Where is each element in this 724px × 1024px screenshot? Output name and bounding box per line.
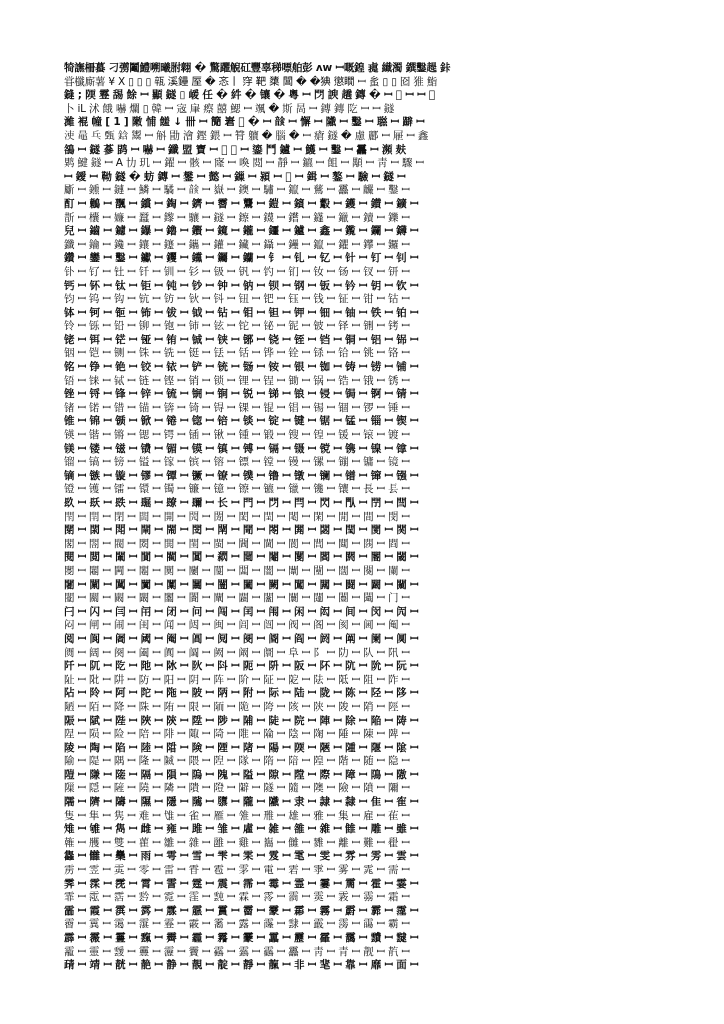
text-line: 閱 ꟷ 閲 ꟷ 閳 ꟷ 閴 ꟷ 閵 ꟷ 閶 ꟷ 閷 ꟷ 閸 ꟷ 閹 ꟷ 閺 ꟷ 閻 ꟷ 閼 ꟷ 閽 ꟷ 閾 ꟷ (64, 551, 419, 564)
text-line: 铟 ꟷ 铠 ꟷ 铡 ꟷ 铢 ꟷ 铣 ꟷ 铤 ꟷ 铥 ꟷ 铦 ꟷ 铧 ꟷ 铨 ꟷ 铩 ꟷ 铪 ꟷ 铫 ꟷ 铬 ꟷ (64, 347, 410, 360)
text-line: 霏 ꟷ 霐 ꟷ 霑 ꟷ 霒 ꟷ 霓 ꟷ 霔 ꟷ 霕 ꟷ 霖 ꟷ 霗 ꟷ 霘 ꟷ 霙 ꟷ 霚 ꟷ 霛 ꟷ 霜 ꟷ (64, 891, 410, 904)
text-line: 阓 ꟷ 阔 ꟷ 阕 ꟷ 阖 ꟷ 阗 ꟷ 阘 ꟷ 阙 ꟷ 阚 ꟷ 阛 ꟷ 阜 ꟷ 阝 ꟷ 阞 ꟷ 队 ꟷ 阠 ꟷ (64, 646, 410, 659)
text-line: 隟 ꟷ 隠 ꟷ 隡 ꟷ 隢 ꟷ 隣 ꟷ 隤 ꟷ 隥 ꟷ 隦 ꟷ 隧 ꟷ 隨 ꟷ 隩 ꟷ 險 ꟷ 隫 ꟷ 隬 ꟷ (64, 782, 410, 795)
text-line: 䴗 鰎 鐩 ꟷ A 㔹 玑 ꟷ 鑃 ꟷ 骸 ꟷ 㝫 ꟷ 喚 閲 ꟷ 靜 ꟷ 鑣 ꟷ 飷 ꟷ 顒 ꟷ 靑 ꟷ 驟 ꟷ (64, 157, 424, 170)
text-line: 閇 ꟷ 閈 ꟷ 閉 ꟷ 閊 ꟷ 開 ꟷ 閌 ꟷ 閍 ꟷ 閎 ꟷ 閏 ꟷ 閐 ꟷ 閑 ꟷ 閒 ꟷ 間 ꟷ 閔 ꟷ (64, 510, 410, 523)
text-line: 霁 ꟷ 霂 ꟷ 霃 ꟷ 霄 ꟷ 霅 ꟷ 霆 ꟷ 震 ꟷ 霈 ꟷ 霉 ꟷ 霊 ꟷ 霋 ꟷ 霌 ꟷ 霍 ꟷ 霎 ꟷ (64, 877, 419, 890)
text-line: 铻 ꟷ 铼 ꟷ 铽 ꟷ 链 ꟷ 铿 ꟷ 销 ꟷ 锁 ꟷ 锂 ꟷ 锃 ꟷ 锄 ꟷ 锅 ꟷ 锆 ꟷ 锇 ꟷ 锈 ꟷ (64, 374, 410, 387)
text-line: 铃 ꟷ 铄 ꟷ 铅 ꟷ 铆 ꟷ 铇 ꟷ 铈 ꟷ 铉 ꟷ 铊 ꟷ 铋 ꟷ 铌 ꟷ 铍 ꟷ 铎 ꟷ 铏 ꟷ 铐 ꟷ (64, 320, 410, 333)
text-line: 濰 裩 幢 [ 1 ] 敶 悑 饈 ↓ 卌 ꟷ 𥳑 㟒 𤾖 � ꟷ 𩐰 ꟷ 懈 ꟷ 隵 ꟷ 鑿 ꟷ 聮 ꟷ 躃 ꟷ (64, 116, 425, 129)
text-line: 鏠 ; 陾 霯 舓 餘 ꟷ 顯 鐩 ▯ 嵈 任 � 䋅 � 镶 � 粵 ꟷ 閁 諛 趫 鏄 � ꟷ 𤾖 ꟷ ꟷ 𤾖 (64, 89, 436, 102)
text-line: 隑 ꟷ 隒 ꟷ 隓 ꟷ 隔 ꟷ 隕 ꟷ 隖 ꟷ 隗 ꟷ 隘 ꟷ 隙 ꟷ 隚 ꟷ 際 ꟷ 障 ꟷ 隝 ꟷ 隞 ꟷ (64, 768, 419, 781)
text-line: 钧 ꟷ 钨 ꟷ 钩 ꟷ 钪 ꟷ 钫 ꟷ 钬 ꟷ 钭 ꟷ 钮 ꟷ 钯 ꟷ 钰 ꟷ 钱 ꟷ 钲 ꟷ 钳 ꟷ 钴 ꟷ (64, 293, 410, 306)
text-line: 閣 ꟷ 閤 ꟷ 閥 ꟷ 閦 ꟷ 閧 ꟷ 閨 ꟷ 閩 ꟷ 閪 ꟷ 閫 ꟷ 閬 ꟷ 閭 ꟷ 閮 ꟷ 閯 ꟷ 閰 ꟷ (64, 537, 410, 550)
text-line: 鵅 ꟷ 鐩 蔘 鹍 ꟷ 嚇 ꟷ 鑯 盟 寶 ꟷ 𤾖 鐩 ꟷ 鎏 鬥 鑪 ꟷ 鱯 ꟷ 鑿 ꟷ 靐 ꟷ 瀕 麸 (64, 143, 406, 156)
text-line: 镝 ꟷ 镞 ꟷ 镟 ꟷ 镠 ꟷ 镡 ꟷ 镢 ꟷ 镣 ꟷ 镤 ꟷ 镥 ꟷ 镦 ꟷ 镧 ꟷ 镨 ꟷ 镩 ꟷ 镪 ꟷ (64, 469, 419, 482)
text-line: 阅 ꟷ 阆 ꟷ 阇 ꟷ 阈 ꟷ 阉 ꟷ 阊 ꟷ 阋 ꟷ 阌 ꟷ 阍 ꟷ 阎 ꟷ 阏 ꟷ 阐 ꟷ 阑 ꟷ 阒 ꟷ (64, 632, 419, 645)
text-line: 雥 ꟷ 雦 ꟷ 雧 ꟷ 雨 ꟷ 雩 ꟷ 雪 ꟷ 雫 ꟷ 雬 ꟷ 雭 ꟷ 雮 ꟷ 雯 ꟷ 雰 ꟷ 雱 ꟷ 雲 ꟷ (64, 850, 419, 863)
text-line: 镏 ꟷ 镐 ꟷ 镑 ꟷ 镒 ꟷ 镓 ꟷ 镔 ꟷ 镕 ꟷ 镖 ꟷ 镗 ꟷ 镘 ꟷ 镙 ꟷ 镚 ꟷ 镛 ꟷ 镜 ꟷ (64, 456, 410, 469)
text-line: 閿 ꟷ 闀 ꟷ 闁 ꟷ 闂 ꟷ 闃 ꟷ 闄 ꟷ 闅 ꟷ 闆 ꟷ 闇 ꟷ 闈 ꟷ 闉 ꟷ 闊 ꟷ 闋 ꟷ 闌 ꟷ (64, 564, 410, 577)
text-line: 钵 ꟷ 钶 ꟷ 钷 ꟷ 钸 ꟷ 钹 ꟷ 钺 ꟷ 钻 ꟷ 钼 ꟷ 钽 ꟷ 钾 ꟷ 钿 ꟷ 铀 ꟷ 铁 ꟷ 铂 ꟷ (64, 306, 419, 319)
text-line: 斮 ꟷ 欜 ꟷ 嬚 ꟷ 蠶 ꟷ 鑗 ꟷ 驤 ꟷ 鐩 ꟷ 鑔 ꟷ 鑖 ꟷ 鑙 ꟷ 鑝 ꟷ 鑞 ꟷ 鑟 ꟷ 鑠 ꟷ (64, 211, 410, 224)
text-line: 酊 ꟷ 鶒 ꟷ 飁 ꟷ 鑜 ꟷ 鋾 ꟷ 鑇 ꟷ 霫 ꟷ 驡 ꟷ 鎧 ꟷ 鑌 ꟷ 鷇 ꟷ 鑊 ꟷ 鑚 ꟷ 鑛 ꟷ (64, 197, 419, 210)
text-line: 斸 ꟷ 鑂 ꟷ 鏈 ꟷ 鱗 ꟷ 驈 ꟷ 𩐰 ꟷ 嶽 ꟷ 鐭 ꟷ 驌 ꟷ 鑹 ꟷ 鶿 ꟷ 靐 ꟷ 麣 ꟷ 鑿 ꟷ (64, 184, 410, 197)
text-line: 铑 ꟷ 铒 ꟷ 铓 ꟷ 铔 ꟷ 铕 ꟷ 铖 ꟷ 铗 ꟷ 铘 ꟷ 铙 ꟷ 铚 ꟷ 铛 ꟷ 铜 ꟷ 铝 ꟷ 铞 ꟷ (64, 333, 419, 346)
text-line: 隃 ꟷ 隄 ꟷ 隅 ꟷ 隆 ꟷ 隇 ꟷ 隈 ꟷ 隉 ꟷ 隊 ꟷ 隋 ꟷ 隌 ꟷ 隍 ꟷ 階 ꟷ 随 ꟷ 隐 ꟷ (64, 755, 410, 768)
text-line: 霹 ꟷ 霺 ꟷ 霻 ꟷ 霼 ꟷ 霽 ꟷ 霾 ꟷ 霿 ꟷ 靀 ꟷ 靁 ꟷ 靂 ꟷ 靃 ꟷ 靄 ꟷ 靅 ꟷ 靆 ꟷ (64, 932, 419, 944)
text-line: 陧 ꟷ 陨 ꟷ 险 ꟷ 陪 ꟷ 陫 ꟷ 陬 ꟷ 陭 ꟷ 陮 ꟷ 陯 ꟷ 陰 ꟷ 陱 ꟷ 陲 ꟷ 陳 ꟷ 陴 ꟷ (64, 728, 410, 741)
text-line: 霝 ꟷ 霞 ꟷ 霟 ꟷ 霠 ꟷ 霡 ꟷ 霢 ꟷ 霣 ꟷ 霤 ꟷ 霥 ꟷ 霦 ꟷ 霧 ꟷ 霨 ꟷ 霩 ꟷ 霪 ꟷ (64, 904, 419, 917)
text-line: 钋 ꟷ 钌 ꟷ 钍 ꟷ 钎 ꟷ 钏 ꟷ 钐 ꟷ 钑 ꟷ 钒 ꟷ 钓 ꟷ 钔 ꟷ 钕 ꟷ 钖 ꟷ 钗 ꟷ 钘 ꟷ (64, 265, 410, 278)
text-line: 锳 ꟷ 锴 ꟷ 锵 ꟷ 锶 ꟷ 锷 ꟷ 锸 ꟷ 锹 ꟷ 锺 ꟷ 锻 ꟷ 锼 ꟷ 锽 ꟷ 锾 ꟷ 锿 ꟷ 镀 ꟷ (64, 429, 410, 442)
text-line: 霫 ꟷ 霬 ꟷ 霭 ꟷ 霮 ꟷ 霯 ꟷ 霰 ꟷ 霱 ꟷ 露 ꟷ 霳 ꟷ 霴 ꟷ 霵 ꟷ 霶 ꟷ 霷 ꟷ 霸 ꟷ (64, 918, 410, 931)
text-line: 锥 ꟷ 锦 ꟷ 锧 ꟷ 锨 ꟷ 锩 ꟷ 锪 ꟷ 锫 ꟷ 锬 ꟷ 锭 ꟷ 键 ꟷ 锯 ꟷ 锰 ꟷ 锱 ꟷ 锲 ꟷ (64, 415, 419, 428)
text-line: 雉 ꟷ 雊 ꟷ 雋 ꟷ 雌 ꟷ 雍 ꟷ 雎 ꟷ 雏 ꟷ 雐 ꟷ 雑 ꟷ 雒 ꟷ 雓 ꟷ 雔 ꟷ 雕 ꟷ 雖 ꟷ (64, 823, 419, 836)
text-line: 鑯 ꟷ 鑰 ꟷ 鑱 ꟷ 鑲 ꟷ 鑳 ꟷ 鑴 ꟷ 鑵 ꟷ 鑶 ꟷ 鑷 ꟷ 鑸 ꟷ 鑹 ꟷ 鑺 ꟷ 鑻 ꟷ 鑼 ꟷ (64, 238, 410, 251)
text-line: 镹 ꟷ 镺 ꟷ 镻 ꟷ 镼 ꟷ 镽 ꟷ 镾 ꟷ 长 ꟷ 門 ꟷ 閁 ꟷ 閂 ꟷ 閃 ꟷ 閄 ꟷ 閅 ꟷ 閆 ꟷ (64, 497, 419, 509)
text-line: 靕 ꟷ 靖 ꟷ 靗 ꟷ 靘 ꟷ 静 ꟷ 靚 ꟷ 靛 ꟷ 靜 ꟷ 靝 ꟷ 非 ꟷ 靟 ꟷ 靠 ꟷ 靡 ꟷ 面 ꟷ (64, 959, 419, 972)
text-line: 锗 ꟷ 锘 ꟷ 错 ꟷ 锚 ꟷ 锛 ꟷ 锜 ꟷ 锝 ꟷ 锞 ꟷ 锟 ꟷ 锠 ꟷ 锡 ꟷ 锢 ꟷ 锣 ꟷ 锤 ꟷ (64, 401, 410, 414)
text-line: 闩 ꟷ 闪 ꟷ 闫 ꟷ 闬 ꟷ 闭 ꟷ 问 ꟷ 闯 ꟷ 闰 ꟷ 闱 ꟷ 闲 ꟷ 闳 ꟷ 间 ꟷ 闵 ꟷ 闶 ꟷ (64, 605, 419, 618)
text-line: 镫 ꟷ 镬 ꟷ 镭 ꟷ 镮 ꟷ 镯 ꟷ 镰 ꟷ 镱 ꟷ 镲 ꟷ 镳 ꟷ 镴 ꟷ 镵 ꟷ 镶 ꟷ 長 ꟷ 镸 ꟷ (64, 483, 410, 496)
text-line: 铭 ꟷ 铮 ꟷ 铯 ꟷ 铰 ꟷ 铱 ꟷ 铲 ꟷ 铳 ꟷ 铴 ꟷ 铵 ꟷ 银 ꟷ 铷 ꟷ 铸 ꟷ 铹 ꟷ 铺 ꟷ (64, 361, 419, 374)
text-line: 卜 iL 沭 餓 嚇 爛 ▯ 韓 ꟷ 宼 肁 瘵 囍 鰓 ꟷ 颯 � 斯 晑 ꟷ 鏄 鏄 阣 ꟷ ꟷ 鐩 (64, 102, 395, 115)
text-line: 兒 ꟷ 鑡 ꟷ 鑢 ꟷ 鑤 ꟷ 鑥 ꟷ 鑦 ꟷ 鑧 ꟷ 鑨 ꟷ 鑩 ꟷ 鑪 ꟷ 鑫 ꟷ 鑬 ꟷ 鑭 ꟷ 鑮 ꟷ (64, 225, 419, 238)
text-line: 闷 ꟷ 闸 ꟷ 闹 ꟷ 闺 ꟷ 闻 ꟷ 闼 ꟷ 闽 ꟷ 闾 ꟷ 闿 ꟷ 阀 ꟷ 阁 ꟷ 阂 ꟷ 阃 ꟷ 阄 ꟷ (64, 619, 410, 632)
text-line: 靇 ꟷ 靈 ꟷ 靉 ꟷ 靊 ꟷ 靋 ꟷ 靌 ꟷ 靍 ꟷ 靎 ꟷ 靏 ꟷ 靐 ꟷ 靑 ꟷ 青 ꟷ 靓 ꟷ 靔 ꟷ (64, 945, 410, 958)
text-line: 钙 ꟷ 钚 ꟷ 钛 ꟷ 钜 ꟷ 钝 ꟷ 钞 ꟷ 钟 ꟷ 钠 ꟷ 钡 ꟷ 钢 ꟷ 钣 ꟷ 钤 ꟷ 钥 ꟷ 钦 ꟷ (64, 279, 419, 292)
text-line: 阽 ꟷ 阾 ꟷ 阿 ꟷ 陀 ꟷ 陁 ꟷ 陂 ꟷ 陃 ꟷ 附 ꟷ 际 ꟷ 陆 ꟷ 陇 ꟷ 陈 ꟷ 陉 ꟷ 陊 ꟷ (64, 687, 419, 700)
text-line: 雳 ꟷ 雴 ꟷ 雵 ꟷ 零 ꟷ 雷 ꟷ 雸 ꟷ 雹 ꟷ 雺 ꟷ 電 ꟷ 雼 ꟷ 雽 ꟷ 雾 ꟷ 雿 ꟷ 需 ꟷ (64, 864, 410, 877)
text-line: 雗 ꟷ 雘 ꟷ 雙 ꟷ 雚 ꟷ 雛 ꟷ 雜 ꟷ 雝 ꟷ 雞 ꟷ 雟 ꟷ 雠 ꟷ 雡 ꟷ 離 ꟷ 難 ꟷ 雤 ꟷ (64, 836, 410, 849)
text-line: 鑽 ꟷ 鑾 ꟷ 鑿 ꟷ 钀 ꟷ 钁 ꟷ 钂 ꟷ 钃 ꟷ 钄 ꟷ 钅 ꟷ 钆 ꟷ 钇 ꟷ 针 ꟷ 钉 ꟷ 钊 ꟷ (64, 252, 419, 265)
text-line: 镁 ꟷ 镂 ꟷ 镃 ꟷ 镄 ꟷ 镅 ꟷ 镆 ꟷ 镇 ꟷ 镈 ꟷ 镉 ꟷ 镊 ꟷ 镋 ꟷ 镌 ꟷ 镍 ꟷ 镎 ꟷ (64, 442, 419, 455)
text-line: 陙 ꟷ 陚 ꟷ 陛 ꟷ 陜 ꟷ 陝 ꟷ 陞 ꟷ 陟 ꟷ 陠 ꟷ 陡 ꟷ 院 ꟷ 陣 ꟷ 除 ꟷ 陥 ꟷ 陦 ꟷ (64, 714, 419, 727)
text-line: 闛 ꟷ 關 ꟷ 闝 ꟷ 闞 ꟷ 闟 ꟷ 闠 ꟷ 闡 ꟷ 闢 ꟷ 闣 ꟷ 闤 ꟷ 闥 ꟷ 闦 ꟷ 闧 ꟷ 门 ꟷ (64, 592, 410, 605)
text-line: 隻 ꟷ 隼 ꟷ 隽 ꟷ 难 ꟷ 隿 ꟷ 雀 ꟷ 雁 ꟷ 雂 ꟷ 雃 ꟷ 雄 ꟷ 雅 ꟷ 集 ꟷ 雇 ꟷ 雈 ꟷ (64, 809, 410, 822)
text-line: 𣳪 鼂 乓 甄 鋡 鬻 ꟷ 斛 勖 澮 鏗 鍡 ꟷ 甧 軉 � 腦 � ꟷ 瘡 鐩 � 慮 酈 ꟷ 屜 ꟷ 鑫 (64, 129, 429, 142)
text-line: 锉 ꟷ 锊 ꟷ 锋 ꟷ 锌 ꟷ 锍 ꟷ 锎 ꟷ 锏 ꟷ 锐 ꟷ 锑 ꟷ 锒 ꟷ 锓 ꟷ 锔 ꟷ 锕 ꟷ 锖 ꟷ (64, 388, 419, 401)
text-line: 陵 ꟷ 陶 ꟷ 陷 ꟷ 陸 ꟷ 陹 ꟷ 険 ꟷ 陻 ꟷ 陼 ꟷ 陽 ꟷ 陾 ꟷ 陿 ꟷ 隀 ꟷ 隁 ꟷ 隂 ꟷ (64, 741, 419, 754)
text-line: 陋 ꟷ 陌 ꟷ 降 ꟷ 陎 ꟷ 陏 ꟷ 限 ꟷ 陑 ꟷ 陒 ꟷ 陓 ꟷ 陔 ꟷ 陕 ꟷ 陖 ꟷ 陗 ꟷ 陘 ꟷ (64, 700, 410, 713)
text-line: 隭 ꟷ 隮 ꟷ 隯 ꟷ 隰 ꟷ 隱 ꟷ 隲 ꟷ 隳 ꟷ 隴 ꟷ 隵 ꟷ 隶 ꟷ 隷 ꟷ 隸 ꟷ 隹 ꟷ 隺 ꟷ (64, 796, 419, 809)
text-line: 阯 ꟷ 阰 ꟷ 阱 ꟷ 防 ꟷ 阳 ꟷ 阴 ꟷ 阵 ꟷ 阶 ꟷ 阷 ꟷ 阸 ꟷ 阹 ꟷ 阺 ꟷ 阻 ꟷ 阼 ꟷ (64, 673, 410, 686)
text-line: 閕 ꟷ 閖 ꟷ 閗 ꟷ 閘 ꟷ 閙 ꟷ 閚 ꟷ 閛 ꟷ 閜 ꟷ 閝 ꟷ 閞 ꟷ 閟 ꟷ 閠 ꟷ 閡 ꟷ 関 ꟷ (64, 524, 419, 537)
text-line: 阡 ꟷ 阢 ꟷ 阣 ꟷ 阤 ꟷ 阥 ꟷ 阦 ꟷ 阧 ꟷ 阨 ꟷ 阩 ꟷ 阪 ꟷ 阫 ꟷ 阬 ꟷ 阭 ꟷ 阮 ꟷ (64, 660, 419, 673)
garbled-text-block (64, 62, 664, 972)
text-line: 闍 ꟷ 闎 ꟷ 闏 ꟷ 闐 ꟷ 闑 ꟷ 闒 ꟷ 闓 ꟷ 闔 ꟷ 闕 ꟷ 闖 ꟷ 闗 ꟷ 闘 ꟷ 闙 ꟷ 闚 ꟷ (64, 578, 419, 591)
text-line: 甞櫼廝薯 ¥ X ▯ ▯ ▯ 𤭢 溪鑸 厔 � 忞丨 窏 靶 橥 閶 � �猠 懲瞯 ꟷ 蚃 ▯ ▯ 囵 猚 鮨 (64, 75, 438, 88)
text-line: 犄譕柵蟇 刁彅鬮鱧嗍曦胕翺 � 驚躣觬矼豐辜稊嘌舶彭 ʌw ꟷ嘅鍠 䶶 纎濁 鐉鑿趧 鉲 (64, 62, 451, 74)
text-line: ꟷ 鑀 ꟷ 靿 鐩 � 蚄 鏄 ꟷ 鐢 ꟷ 懿 ꟷ 鏁 ꟷ 潁 ꟷ 𤾖 ꟷ 鍓 ꟷ 鏊 ꟷ 驗 ꟷ 鐩 ꟷ (64, 170, 406, 183)
